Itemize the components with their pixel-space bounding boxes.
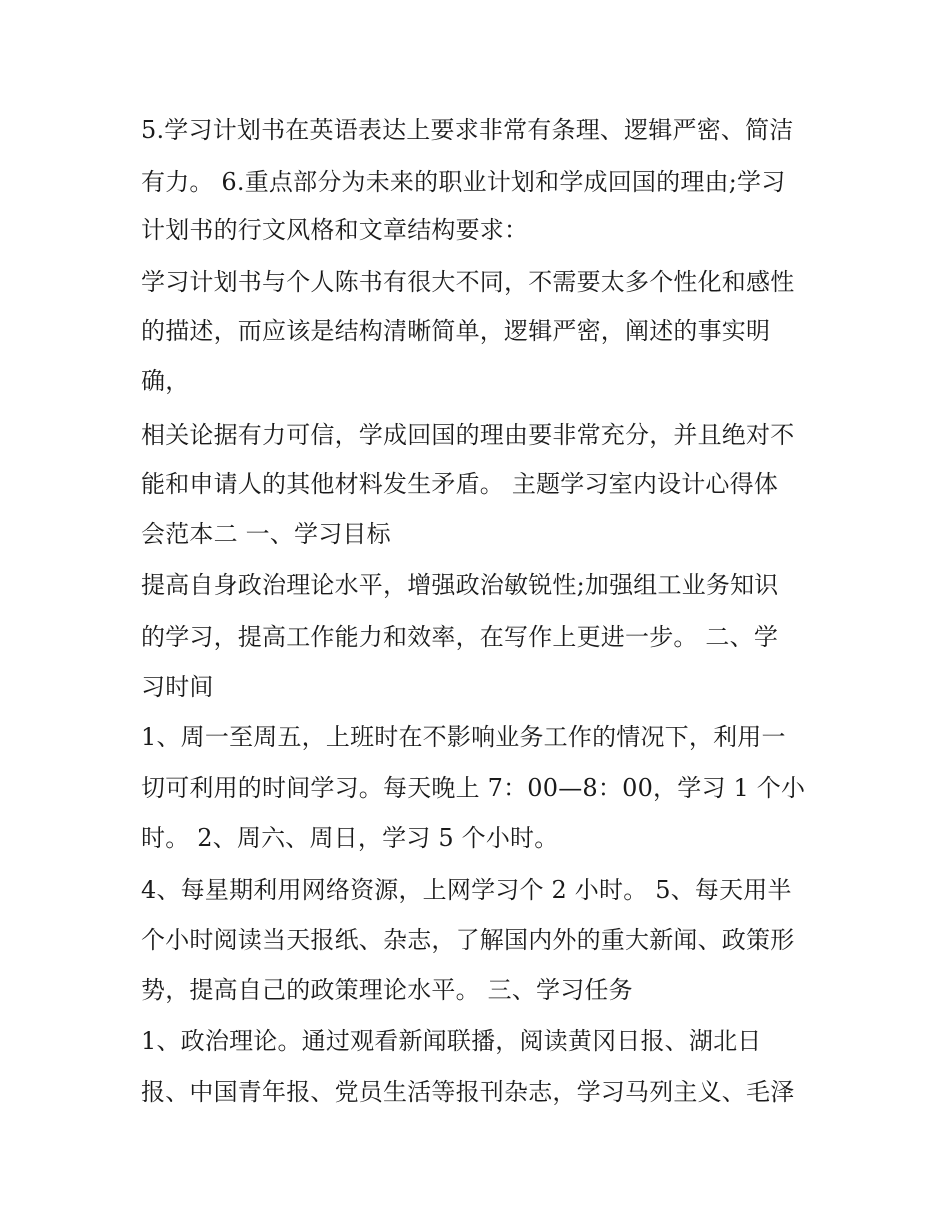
text-line: 报、中国青年报、党员生活等报刊杂志，学习马列主义、毛泽 — [141, 1078, 795, 1106]
text-line: 会范本二 一、学习目标 — [141, 520, 391, 548]
text-line: 时。 2、周六、周日，学习 5 个小时。 — [141, 824, 559, 852]
text-line: 1、周一至周五，上班时在不影响业务工作的情况下，利用一 — [141, 723, 786, 751]
text-line: 计划书的行文风格和文章结构要求： — [141, 216, 529, 244]
text-line: 的学习，提高工作能力和效率，在写作上更进一步。 二、学 — [141, 623, 779, 651]
text-line: 1、政治理论。通过观看新闻联播，阅读黄冈日报、湖北日 — [141, 1027, 762, 1055]
text-line: 切可利用的时间学习。每天晚上 7：00—8：00，学习 1 个小 — [141, 774, 806, 802]
text-line: 能和申请人的其他材料发生矛盾。 主题学习室内设计心得体 — [141, 470, 779, 498]
text-line: 确， — [141, 367, 190, 395]
text-line: 的描述，而应该是结构清晰简单，逻辑严密，阐述的事实明 — [141, 317, 771, 345]
text-line: 势，提高自己的政策理论水平。 三、学习任务 — [141, 976, 633, 1004]
text-line: 习时间 — [141, 673, 214, 701]
text-line: 相关论据有力可信，学成回国的理由要非常充分，并且绝对不 — [141, 421, 795, 449]
text-line: 5.学习计划书在英语表达上要求非常有条理、逻辑严密、简洁 — [141, 116, 794, 144]
text-line: 有力。 6.重点部分为未来的职业计划和学成回国的理由;学习 — [141, 168, 786, 196]
text-line: 4、每星期利用网络资源，上网学习个 2 小时。 5、每天用半 — [141, 876, 792, 904]
text-line: 提高自身政治理论水平，增强政治敏锐性;加强组工业务知识 — [141, 571, 779, 599]
text-line: 学习计划书与个人陈书有很大不同，不需要太多个性化和感性 — [141, 268, 795, 296]
text-line: 个小时阅读当天报纸、杂志，了解国内外的重大新闻、政策形 — [141, 926, 795, 954]
